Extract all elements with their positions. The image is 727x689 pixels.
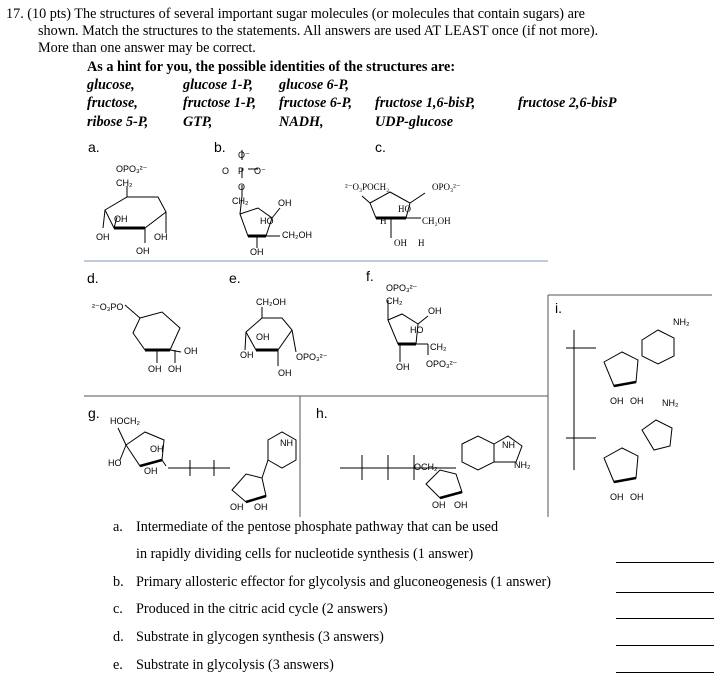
statement-d-letter: d. bbox=[113, 629, 124, 645]
statement-b-text: Primary allosteric effector for glycolysis and gluconeogenesis (1 answer) bbox=[136, 574, 551, 590]
statement-a-text: Intermediate of the pentose phosphate pathway that can be used bbox=[136, 519, 499, 535]
hint-id: glucose 6-P, bbox=[279, 77, 349, 93]
chem-o: O bbox=[238, 182, 246, 192]
chem-opo3: OPO₃²⁻ bbox=[432, 182, 461, 192]
structure-label-h: h. bbox=[316, 405, 328, 421]
hint-id: ribose 5-P, bbox=[87, 114, 149, 130]
hint-id: fructose 6-P, bbox=[279, 95, 353, 111]
statement-a-letter: a. bbox=[113, 519, 123, 535]
hint-id: fructose 1,6-bisP, bbox=[375, 95, 476, 111]
chem-oh: OH bbox=[394, 238, 407, 248]
chem-hoch2: HOCH₂ bbox=[110, 416, 140, 426]
hint-id: NADH, bbox=[279, 114, 324, 130]
chem-opo3: OPO₃²⁻ bbox=[426, 359, 458, 369]
chem-oh: OH bbox=[610, 396, 624, 406]
chem-nh: NH bbox=[280, 438, 293, 448]
statement-b-letter: b. bbox=[113, 574, 124, 590]
chem-h: H bbox=[380, 216, 387, 226]
hint-id: GTP, bbox=[183, 114, 213, 130]
chem-oh: OH bbox=[254, 502, 268, 512]
chem-nh2: NH₂ bbox=[514, 460, 531, 470]
chem-opo3: OPO₃²⁻ bbox=[386, 283, 418, 293]
chem-p: P bbox=[238, 166, 245, 176]
chem-o: O⁻ bbox=[254, 166, 266, 176]
hint-id: UDP-glucose bbox=[375, 114, 454, 130]
chem-oh: OH bbox=[454, 500, 468, 510]
chem-oh: OH bbox=[256, 332, 270, 342]
chem-oh: OH bbox=[428, 306, 442, 316]
answer-blank-a[interactable] bbox=[616, 562, 714, 563]
structure-label-f: f. bbox=[366, 268, 374, 284]
chem-oh: OH bbox=[230, 502, 244, 512]
chem-oh: OH bbox=[278, 368, 292, 378]
chem-h: H bbox=[418, 238, 425, 248]
chem-nh2: NH₂ bbox=[662, 398, 679, 408]
answer-blank-b[interactable] bbox=[616, 592, 714, 593]
chem-ho: HO bbox=[108, 458, 122, 468]
chem-oh: OH bbox=[148, 364, 162, 374]
statement-c-letter: c. bbox=[113, 601, 123, 617]
chem-oh: OH bbox=[432, 500, 446, 510]
hint-id: glucose, bbox=[87, 77, 135, 93]
chem-oh: OH bbox=[154, 232, 168, 242]
answer-blank-c[interactable] bbox=[616, 618, 714, 619]
chem-oh: OH bbox=[114, 214, 128, 224]
statement-e-letter: e. bbox=[113, 657, 123, 673]
chem-o3po: ²⁻O₃PO bbox=[92, 302, 124, 312]
hint-intro: As a hint for you, the possible identities of the structures are: bbox=[87, 59, 456, 75]
answer-blank-e[interactable] bbox=[616, 672, 714, 673]
chem-opo3: OPO₃²⁻ bbox=[296, 352, 328, 362]
chem-o: O⁻ bbox=[238, 150, 250, 160]
chem-oh: OH bbox=[136, 246, 150, 256]
question-line-2: shown. Match the structures to the statements. All answers are used AT LEAST once (if not more). bbox=[38, 23, 599, 39]
chem-oh: OH bbox=[250, 247, 264, 257]
chem-oh: OH bbox=[630, 492, 644, 502]
hint-id: fructose, bbox=[87, 95, 138, 111]
chem-nh: NH bbox=[502, 440, 515, 450]
question-line-3: More than one answer may be correct. bbox=[38, 40, 256, 56]
chem-ch2: CH₂ bbox=[116, 178, 133, 188]
chem-nh2: NH₂ bbox=[673, 317, 690, 327]
hint-id: fructose 1-P, bbox=[183, 95, 257, 111]
chem-oh: OH bbox=[150, 444, 164, 454]
chem-o3poch2: ²⁻O₃POCH₂ bbox=[345, 182, 390, 192]
hint-id: fructose 2,6-bisP bbox=[518, 95, 617, 111]
chem-oh: OH bbox=[396, 362, 410, 372]
chem-oh: OH bbox=[168, 364, 182, 374]
hint-id: glucose 1-P, bbox=[183, 77, 253, 93]
chem-ch2oh: CH₂OH bbox=[256, 297, 286, 307]
chem-oh: OH bbox=[184, 346, 198, 356]
structure-label-a: a. bbox=[88, 139, 100, 155]
structure-label-c: c. bbox=[375, 139, 386, 155]
statement-c-text: Produced in the citric acid cycle (2 answers) bbox=[136, 601, 388, 617]
structure-label-b: b. bbox=[214, 139, 226, 155]
chem-ch2: CH₂ bbox=[430, 342, 447, 352]
chem-opo3: OPO₃²⁻ bbox=[116, 164, 148, 174]
chem-oh: OH bbox=[278, 198, 292, 208]
chem-ch2oh: CH₂OH bbox=[282, 230, 312, 240]
chem-ch2: CH₂ bbox=[386, 296, 403, 306]
answer-blank-d[interactable] bbox=[616, 645, 714, 646]
structure-label-i: i. bbox=[555, 300, 562, 316]
chem-oh: OH bbox=[610, 492, 624, 502]
structure-label-d: d. bbox=[87, 270, 99, 286]
structure-label-e: e. bbox=[229, 270, 241, 286]
chem-och2: OCH₂ bbox=[414, 462, 438, 472]
chem-ho: HO bbox=[260, 216, 274, 226]
statement-e-text: Substrate in glycolysis (3 answers) bbox=[136, 657, 334, 673]
chem-oh: OH bbox=[240, 350, 254, 360]
question-line-1: 17. (10 pts) The structures of several important sugar molecules (or molecules that contain sugars) are bbox=[6, 6, 585, 22]
statement-a-text-cont: in rapidly dividing cells for nucleotide synthesis (1 answer) bbox=[136, 546, 474, 562]
chem-oh: OH bbox=[144, 466, 158, 476]
chem-o: O bbox=[222, 166, 230, 176]
chem-ch2oh: CH₂OH bbox=[422, 216, 451, 226]
chem-oh: OH bbox=[630, 396, 644, 406]
statement-d-text: Substrate in glycogen synthesis (3 answers) bbox=[136, 629, 384, 645]
chem-ho: HO bbox=[410, 325, 424, 335]
chem-ch2: CH₂ bbox=[232, 196, 249, 206]
chem-ho: HO bbox=[398, 204, 411, 214]
chem-oh: OH bbox=[96, 232, 110, 242]
structure-label-g: g. bbox=[88, 405, 100, 421]
